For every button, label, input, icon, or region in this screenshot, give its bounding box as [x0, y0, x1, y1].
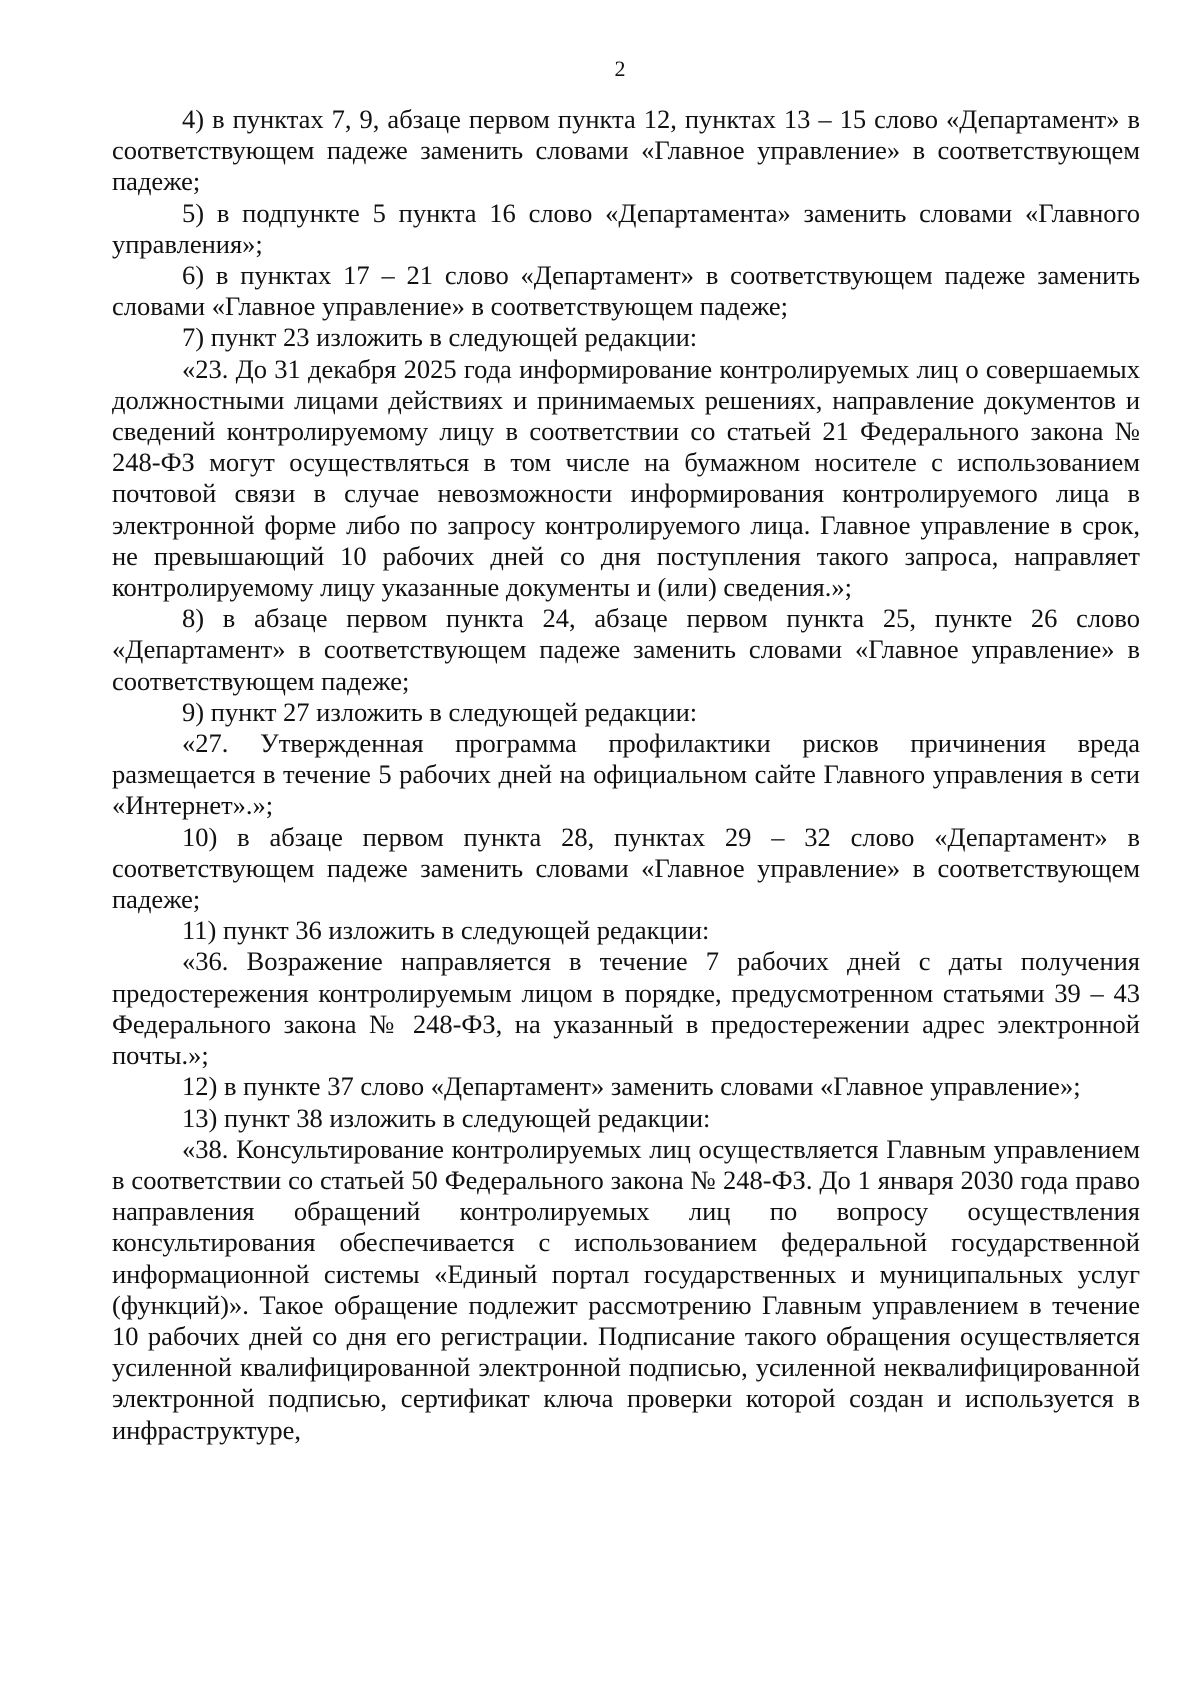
paragraph-item-4: 4) в пунктах 7, 9, абзаце первом пункта 12, пунктах 13 – 15 слово «Департамент» в соответствующем падеже заменить словами «Главное управление» в соответствующем падеже; [112, 104, 1140, 197]
paragraph-clause-38: «38. Консультирование контролируемых лиц осуществляется Главным управлением в соответствии со статьей 50 Федерального закона № 248-ФЗ. До 1 января 2030 года право направления обращений контролируемых лиц по вопросу осуществления консультирования обеспечивается с использованием федеральной государственной информационной системы «Единый портал государственных и муниципальных услуг (функций)». Такое обращение подлежит рассмотрению Главным управлением в течение 10 рабочих дней со дня его регистрации. Подписание такого обращения осуществляется усиленной квалифицированной электронной подписью, усиленной неквалифицированной электронной подписью, сертификат ключа проверки которой создан и используется в инфраструктуре, [112, 1133, 1140, 1445]
paragraph-item-7: 7) пункт 23 изложить в следующей редакции: [182, 322, 698, 353]
paragraph-item-8: 8) в абзаце первом пункта 24, абзаце первом пункта 25, пункте 26 слово «Департамент» в соответствующем падеже заменить словами «Главное управление» в соответствующем падеже; [112, 603, 1140, 696]
paragraph-item-13: 13) пункт 38 изложить в следующей редакции: [182, 1102, 711, 1133]
paragraph-clause-36: «36. Возражение направляется в течение 7 рабочих дней с даты получения предостережения контролируемым лицом в порядке, предусмотренном статьями 39 – 43 Федерального закона № 248-ФЗ, на указанный в предостережении адрес электронной почты.»; [112, 946, 1140, 1071]
paragraph-item-6: 6) в пунктах 17 – 21 слово «Департамент» в соответствующем падеже заменить словами «Главное управление» в соответствующем падеже; [112, 260, 1140, 322]
paragraph-item-10: 10) в абзаце первом пункта 28, пунктах 29 – 32 слово «Департамент» в соответствующем падеже заменить словами «Главное управление» в соответствующем падеже; [112, 821, 1140, 915]
document-body [112, 104, 1140, 1446]
paragraph-item-5: 5) в подпункте 5 пункта 16 слово «Департамента» заменить словами «Главного управления»; [112, 197, 1140, 259]
paragraph-clause-23: «23. До 31 декабря 2025 года информирование контролируемых лиц о совершаемых должностными лицами действиях и принимаемых решениях, направление документов и сведений контролируемому лицу в соответствии со статьей 21 Федерального закона № 248-ФЗ могут осуществляться в том числе на бумажном носителе с использованием почтовой связи в случае невозможности информирования контролируемого лица в электронной форме либо по запросу контролируемого лица. Главное управление в срок, не превышающий 10 рабочих дней со дня поступления такого запроса, направляет контролируемому лицу указанные документы и (или) сведения.»; [112, 353, 1140, 603]
paragraph-item-12: 12) в пункте 37 слово «Департамент» заменить словами «Главное управление»; [182, 1071, 1081, 1102]
paragraph-clause-27: «27. Утвержденная программа профилактики рисков причинения вреда размещается в течение 5 рабочих дней на официальном сайте Главного управления в сети «Интернет».»; [112, 728, 1140, 821]
page-number: 2 [614, 56, 626, 81]
paragraph-item-11: 11) пункт 36 изложить в следующей редакции: [182, 915, 710, 946]
paragraph-item-9: 9) пункт 27 изложить в следующей редакции: [182, 696, 698, 727]
